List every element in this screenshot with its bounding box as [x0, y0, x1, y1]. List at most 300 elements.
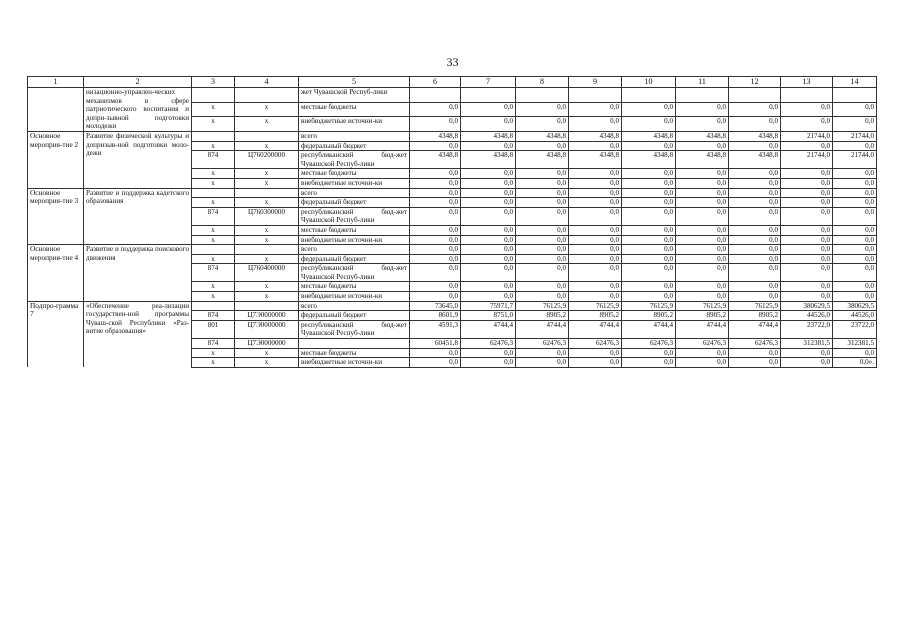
amount-cell: 4744,4: [729, 320, 781, 338]
amount-cell: 0,0: [729, 207, 781, 225]
amount-cell: 0,0: [461, 264, 516, 282]
amount-cell: 0,0: [516, 178, 569, 188]
amount-cell: 0,0: [410, 264, 461, 282]
amount-cell: [781, 88, 833, 103]
amount-cell: 0,0: [729, 348, 781, 358]
header-cell: 11: [676, 77, 729, 88]
amount-cell: 0,0: [781, 245, 833, 255]
amount-cell: 0,0: [569, 348, 622, 358]
target-article-cell: x: [235, 348, 299, 358]
amount-cell: 0,0: [833, 169, 877, 179]
target-article-cell: Ц760200000: [235, 151, 299, 169]
amount-cell: 0,0: [516, 225, 569, 235]
amount-cell: 0,0: [781, 348, 833, 358]
target-article-cell: [235, 188, 299, 198]
amount-cell: 0,0: [781, 207, 833, 225]
funding-source-cell: всего: [299, 245, 410, 255]
funding-source-cell: внебюджетные источни-ки: [299, 358, 410, 368]
amount-cell: 0,0: [781, 178, 833, 188]
amount-cell: 0,0: [676, 282, 729, 292]
amount-cell: 4744,4: [516, 320, 569, 338]
funding-source-cell: федеральный бюджет: [299, 141, 410, 151]
table-body: [28, 77, 877, 368]
gov-code-cell: 874: [192, 311, 235, 321]
header-cell: 6: [410, 77, 461, 88]
amount-cell: 0,0: [516, 292, 569, 302]
amount-cell: 8905,2: [622, 311, 676, 321]
amount-cell: 0,0: [461, 102, 516, 117]
amount-cell: 8905,2: [516, 311, 569, 321]
measure-description-cell: Развитие и поддержка поискового движения: [84, 245, 192, 302]
amount-cell: 0,0: [461, 141, 516, 151]
amount-cell: 0,0: [781, 102, 833, 117]
amount-cell: 0,0: [461, 117, 516, 132]
header-cell: 3: [192, 77, 235, 88]
amount-cell: 0,0: [516, 188, 569, 198]
amount-cell: 4744,4: [461, 320, 516, 338]
amount-cell: 0,0: [676, 198, 729, 208]
measure-description-cell: Развитие физической культуры и допризыв-ной подготовки моло-дежи: [84, 131, 192, 188]
target-article-cell: x: [235, 178, 299, 188]
target-article-cell: Ц7Э0000000: [235, 311, 299, 321]
header-cell: 2: [84, 77, 192, 88]
amount-cell: 0,0: [461, 358, 516, 368]
funding-source-cell: внебюджетные источни-ки: [299, 292, 410, 302]
amount-cell: 0,0: [622, 141, 676, 151]
amount-cell: 0,0: [569, 282, 622, 292]
funding-source-cell: местные бюджеты: [299, 282, 410, 292]
funding-source-cell: республиканский бюд-жет Чувашской Респуб-лики: [299, 264, 410, 282]
amount-cell: 0,0: [833, 254, 877, 264]
funding-source-cell: всего: [299, 131, 410, 141]
amount-cell: 0,0: [410, 245, 461, 255]
header-cell: 14: [833, 77, 877, 88]
gov-code-cell: [192, 188, 235, 198]
funding-source-cell: жет Чувашской Респуб-лики: [299, 88, 410, 103]
amount-cell: 0,0: [781, 141, 833, 151]
measure-name-cell: Подпро-грамма 7: [28, 301, 84, 367]
amount-cell: [461, 88, 516, 103]
amount-cell: 0,0: [781, 282, 833, 292]
amount-cell: 75971,7: [461, 301, 516, 311]
table-row: [28, 301, 877, 311]
amount-cell: 0,0: [833, 102, 877, 117]
gov-code-cell: x: [192, 358, 235, 368]
amount-cell: 21744,0: [833, 151, 877, 169]
target-article-cell: [235, 301, 299, 311]
amount-cell: 0,0: [622, 235, 676, 245]
header-cell: 8: [516, 77, 569, 88]
amount-cell: 0,0: [569, 198, 622, 208]
amount-cell: 0,0: [676, 358, 729, 368]
header-cell: 13: [781, 77, 833, 88]
amount-cell: 0,0: [729, 188, 781, 198]
amount-cell: 0,0: [833, 292, 877, 302]
amount-cell: 4348,8: [516, 131, 569, 141]
amount-cell: 0,0: [729, 225, 781, 235]
amount-cell: 0,0: [569, 141, 622, 151]
amount-cell: 0,0: [622, 188, 676, 198]
amount-cell: 0,0: [569, 264, 622, 282]
amount-cell: 0,0: [781, 169, 833, 179]
amount-cell: 0,0: [833, 117, 877, 132]
amount-cell: 0,0: [461, 198, 516, 208]
amount-cell: 0,0: [410, 235, 461, 245]
amount-cell: 4744,4: [676, 320, 729, 338]
table-row: [28, 131, 877, 141]
target-article-cell: x: [235, 254, 299, 264]
amount-cell: 0,0: [833, 207, 877, 225]
amount-cell: 4348,8: [622, 151, 676, 169]
amount-cell: 0,0: [516, 348, 569, 358]
amount-cell: [569, 88, 622, 103]
amount-cell: 0,0: [676, 245, 729, 255]
header-cell: 5: [299, 77, 410, 88]
amount-cell: 0,0: [461, 245, 516, 255]
amount-cell: 312381,5: [833, 339, 877, 349]
gov-code-cell: x: [192, 141, 235, 151]
header-cell: 7: [461, 77, 516, 88]
amount-cell: 21744,0: [781, 151, 833, 169]
amount-cell: 0,0: [781, 188, 833, 198]
amount-cell: [410, 88, 461, 103]
amount-cell: 62476,3: [676, 339, 729, 349]
amount-cell: 0,0: [410, 198, 461, 208]
amount-cell: 0,0: [729, 245, 781, 255]
amount-cell: 0,0: [676, 292, 729, 302]
amount-cell: 0,0: [729, 198, 781, 208]
target-article-cell: [235, 88, 299, 103]
page-number: 33: [446, 55, 459, 69]
amount-cell: 0,0: [569, 207, 622, 225]
amount-cell: 0,0: [622, 264, 676, 282]
amount-cell: 4348,8: [676, 131, 729, 141]
amount-cell: 0,0: [461, 254, 516, 264]
amount-cell: 0,0: [622, 178, 676, 188]
column-number-row: [28, 77, 877, 88]
funding-source-cell: [299, 339, 410, 349]
amount-cell: 4348,8: [729, 131, 781, 141]
amount-cell: 0,0: [729, 102, 781, 117]
amount-cell: 8751,0: [461, 311, 516, 321]
amount-cell: 0,0: [410, 141, 461, 151]
measure-name-cell: [28, 88, 84, 132]
amount-cell: 0,0: [569, 102, 622, 117]
gov-code-cell: x: [192, 235, 235, 245]
amount-cell: 8905,2: [676, 311, 729, 321]
amount-cell: 0,0: [569, 169, 622, 179]
funding-source-cell: внебюджетные источни-ки: [299, 235, 410, 245]
amount-cell: 0,0: [516, 264, 569, 282]
amount-cell: 0,0: [461, 235, 516, 245]
amount-cell: 0,0: [461, 348, 516, 358]
amount-cell: 4744,4: [569, 320, 622, 338]
amount-cell: 0,0: [516, 245, 569, 255]
amount-cell: 0,0: [410, 225, 461, 235]
budget-table: [27, 76, 877, 368]
target-article-cell: x: [235, 141, 299, 151]
amount-cell: 0,0: [461, 207, 516, 225]
amount-cell: 0,0: [622, 358, 676, 368]
amount-cell: 0,0: [622, 225, 676, 235]
gov-code-cell: x: [192, 198, 235, 208]
header-cell: 10: [622, 77, 676, 88]
amount-cell: 0,0: [833, 225, 877, 235]
amount-cell: 23722,0: [781, 320, 833, 338]
amount-cell: 21744,0: [781, 131, 833, 141]
amount-cell: 0,0: [833, 282, 877, 292]
amount-cell: 0,0».: [833, 358, 877, 368]
amount-cell: 0,0: [622, 348, 676, 358]
amount-cell: 62476,3: [569, 339, 622, 349]
gov-code-cell: [192, 131, 235, 141]
gov-code-cell: x: [192, 169, 235, 179]
amount-cell: 0,0: [676, 254, 729, 264]
amount-cell: 0,0: [729, 292, 781, 302]
funding-source-cell: республиканский бюд-жет Чувашской Респуб-лики: [299, 320, 410, 338]
amount-cell: 8905,2: [569, 311, 622, 321]
target-article-cell: x: [235, 117, 299, 132]
amount-cell: 380629,5: [781, 301, 833, 311]
table-row: [28, 245, 877, 255]
funding-source-cell: федеральный бюджет: [299, 254, 410, 264]
amount-cell: [676, 88, 729, 103]
amount-cell: 0,0: [676, 348, 729, 358]
table-row: [28, 188, 877, 198]
amount-cell: 0,0: [676, 169, 729, 179]
amount-cell: 0,0: [569, 245, 622, 255]
measure-description-cell: «Обеспечение реа-лизации государствен-ной программы Чуваш-ской Республики «Раз-витие образования»: [84, 301, 192, 367]
amount-cell: 0,0: [729, 117, 781, 132]
measure-description-cell: низационно-управлен-ческих механизмов в сфере патриотического воспитания и допри-зывной подготовки молодежи: [84, 88, 192, 132]
amount-cell: [622, 88, 676, 103]
amount-cell: 23722,0: [833, 320, 877, 338]
amount-cell: 4348,8: [569, 151, 622, 169]
funding-source-cell: местные бюджеты: [299, 348, 410, 358]
amount-cell: 73645,0: [410, 301, 461, 311]
amount-cell: 0,0: [833, 141, 877, 151]
amount-cell: 312381,5: [781, 339, 833, 349]
amount-cell: 0,0: [410, 348, 461, 358]
amount-cell: 0,0: [569, 358, 622, 368]
amount-cell: 0,0: [729, 358, 781, 368]
amount-cell: 0,0: [833, 188, 877, 198]
amount-cell: 62476,3: [516, 339, 569, 349]
amount-cell: 76125,9: [569, 301, 622, 311]
measure-description-cell: Развитие и поддержка кадетского образования: [84, 188, 192, 245]
amount-cell: 4348,8: [622, 131, 676, 141]
amount-cell: 0,0: [676, 207, 729, 225]
amount-cell: 0,0: [410, 207, 461, 225]
amount-cell: 0,0: [676, 188, 729, 198]
amount-cell: [833, 88, 877, 103]
funding-source-cell: республиканский бюд-жет Чувашской Респуб-лики: [299, 207, 410, 225]
amount-cell: 0,0: [461, 282, 516, 292]
gov-code-cell: x: [192, 178, 235, 188]
amount-cell: 0,0: [410, 292, 461, 302]
amount-cell: 0,0: [410, 254, 461, 264]
target-article-cell: x: [235, 225, 299, 235]
target-article-cell: Ц760300000: [235, 207, 299, 225]
amount-cell: 0,0: [833, 245, 877, 255]
gov-code-cell: x: [192, 254, 235, 264]
amount-cell: 0,0: [516, 207, 569, 225]
amount-cell: 0,0: [781, 117, 833, 132]
amount-cell: 0,0: [729, 235, 781, 245]
amount-cell: 0,0: [461, 178, 516, 188]
header-cell: 9: [569, 77, 622, 88]
gov-code-cell: x: [192, 117, 235, 132]
amount-cell: 0,0: [516, 235, 569, 245]
amount-cell: 0,0: [516, 282, 569, 292]
amount-cell: 0,0: [461, 188, 516, 198]
amount-cell: 0,0: [569, 225, 622, 235]
target-article-cell: x: [235, 282, 299, 292]
amount-cell: 76125,9: [516, 301, 569, 311]
amount-cell: 0,0: [781, 358, 833, 368]
amount-cell: 0,0: [833, 348, 877, 358]
target-article-cell: x: [235, 292, 299, 302]
amount-cell: 0,0: [461, 169, 516, 179]
amount-cell: 0,0: [729, 282, 781, 292]
amount-cell: 4348,8: [461, 151, 516, 169]
amount-cell: 0,0: [676, 102, 729, 117]
funding-source-cell: всего: [299, 301, 410, 311]
funding-source-cell: республиканский бюд-жет Чувашской Респуб-лики: [299, 151, 410, 169]
amount-cell: 0,0: [569, 235, 622, 245]
amount-cell: 0,0: [622, 254, 676, 264]
amount-cell: 0,0: [569, 292, 622, 302]
gov-code-cell: 801: [192, 320, 235, 338]
amount-cell: 0,0: [516, 117, 569, 132]
amount-cell: 4348,8: [516, 151, 569, 169]
amount-cell: 0,0: [622, 117, 676, 132]
amount-cell: 4348,8: [410, 151, 461, 169]
header-cell: 4: [235, 77, 299, 88]
target-article-cell: x: [235, 102, 299, 117]
amount-cell: 0,0: [410, 358, 461, 368]
gov-code-cell: [192, 301, 235, 311]
amount-cell: 0,0: [622, 102, 676, 117]
amount-cell: 0,0: [729, 254, 781, 264]
amount-cell: 0,0: [676, 141, 729, 151]
amount-cell: [516, 88, 569, 103]
amount-cell: 0,0: [676, 225, 729, 235]
amount-cell: 4744,4: [622, 320, 676, 338]
amount-cell: 0,0: [410, 117, 461, 132]
gov-code-cell: x: [192, 348, 235, 358]
amount-cell: 4348,8: [729, 151, 781, 169]
amount-cell: 0,0: [622, 207, 676, 225]
amount-cell: 0,0: [516, 102, 569, 117]
amount-cell: 0,0: [676, 235, 729, 245]
amount-cell: 0,0: [569, 178, 622, 188]
header-cell: 1: [28, 77, 84, 88]
amount-cell: 76125,9: [676, 301, 729, 311]
amount-cell: 62476,3: [729, 339, 781, 349]
amount-cell: 0,0: [833, 178, 877, 188]
amount-cell: 60451,8: [410, 339, 461, 349]
target-article-cell: [235, 245, 299, 255]
amount-cell: 0,0: [729, 169, 781, 179]
amount-cell: 62476,3: [461, 339, 516, 349]
amount-cell: 0,0: [781, 292, 833, 302]
gov-code-cell: 874: [192, 264, 235, 282]
amount-cell: 0,0: [781, 225, 833, 235]
amount-cell: 62476,3: [622, 339, 676, 349]
amount-cell: 0,0: [781, 254, 833, 264]
amount-cell: 0,0: [410, 178, 461, 188]
gov-code-cell: x: [192, 292, 235, 302]
gov-code-cell: x: [192, 282, 235, 292]
amount-cell: 4348,8: [410, 131, 461, 141]
amount-cell: 0,0: [410, 102, 461, 117]
amount-cell: 0,0: [569, 254, 622, 264]
funding-source-cell: всего: [299, 188, 410, 198]
amount-cell: 0,0: [569, 188, 622, 198]
amount-cell: 0,0: [729, 178, 781, 188]
funding-source-cell: федеральный бюджет: [299, 311, 410, 321]
amount-cell: 0,0: [729, 141, 781, 151]
target-article-cell: Ц7Э0000000: [235, 320, 299, 338]
amount-cell: 76125,9: [729, 301, 781, 311]
amount-cell: 0,0: [833, 198, 877, 208]
gov-code-cell: 874: [192, 151, 235, 169]
measure-name-cell: Основное мероприя-тие 3: [28, 188, 84, 245]
amount-cell: 0,0: [516, 198, 569, 208]
funding-source-cell: внебюджетные источни-ки: [299, 117, 410, 132]
amount-cell: 0,0: [781, 264, 833, 282]
header-cell: 12: [729, 77, 781, 88]
amount-cell: [729, 88, 781, 103]
amount-cell: 0,0: [461, 292, 516, 302]
measure-name-cell: Основное мероприя-тие 2: [28, 131, 84, 188]
amount-cell: 44526,0: [833, 311, 877, 321]
amount-cell: 0,0: [569, 117, 622, 132]
funding-source-cell: внебюджетные источни-ки: [299, 178, 410, 188]
amount-cell: 4348,8: [461, 131, 516, 141]
amount-cell: 4348,8: [569, 131, 622, 141]
funding-source-cell: местные бюджеты: [299, 225, 410, 235]
amount-cell: 380629,5: [833, 301, 877, 311]
amount-cell: 0,0: [622, 245, 676, 255]
gov-code-cell: x: [192, 102, 235, 117]
amount-cell: 76125,9: [622, 301, 676, 311]
target-article-cell: [235, 131, 299, 141]
amount-cell: 0,0: [622, 198, 676, 208]
amount-cell: 0,0: [461, 225, 516, 235]
amount-cell: 0,0: [729, 264, 781, 282]
amount-cell: 0,0: [781, 235, 833, 245]
amount-cell: 0,0: [622, 292, 676, 302]
amount-cell: 0,0: [516, 141, 569, 151]
funding-source-cell: местные бюджеты: [299, 169, 410, 179]
amount-cell: 8905,2: [729, 311, 781, 321]
amount-cell: 0,0: [676, 117, 729, 132]
amount-cell: 0,0: [676, 178, 729, 188]
gov-code-cell: 874: [192, 207, 235, 225]
gov-code-cell: [192, 88, 235, 103]
gov-code-cell: x: [192, 225, 235, 235]
gov-code-cell: [192, 245, 235, 255]
amount-cell: 0,0: [516, 169, 569, 179]
amount-cell: 0,0: [676, 264, 729, 282]
amount-cell: 0,0: [622, 169, 676, 179]
target-article-cell: x: [235, 358, 299, 368]
amount-cell: 4591,3: [410, 320, 461, 338]
funding-source-cell: федеральный бюджет: [299, 198, 410, 208]
amount-cell: 44526,0: [781, 311, 833, 321]
